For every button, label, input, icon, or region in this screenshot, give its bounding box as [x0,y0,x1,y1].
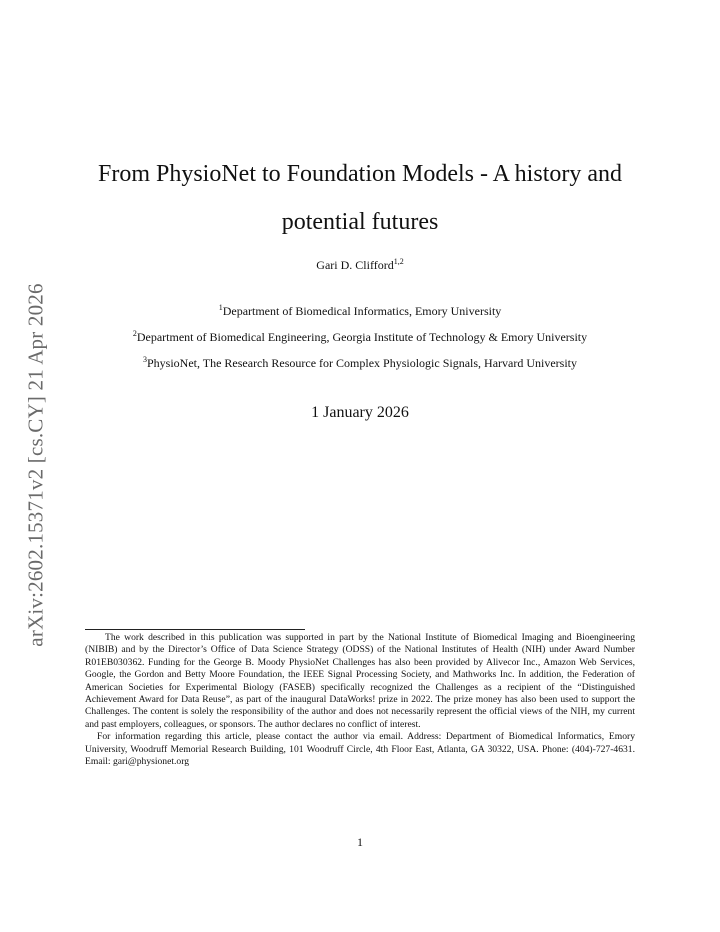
affiliation-text: PhysioNet, The Research Resource for Complex Physiologic Signals, Harvard University [146,356,578,370]
author-line [160,258,560,273]
affiliations [70,298,650,376]
affiliation-2 [70,324,650,350]
arxiv-identifier-stamp: arXiv:2602.15371v2 [cs.CY] 21 Apr 2026 [23,283,48,647]
affiliation-mark: 2 [132,329,137,338]
affiliation-mark: 1 [218,303,223,312]
author-affiliation-marks: 1,2 [393,257,404,266]
affiliation-1 [70,298,650,324]
footnotes [85,632,635,768]
affiliation-3 [70,350,650,376]
contact-footnote: For information regarding this article, please contact the author via email. Address: Department of Biomedical Informatics, Emory University, Woodruff Memorial Research Building, 101 Woodruff Circle, 4th Floor East, Atlanta, GA 30322, USA. Phone: (404)-727-4631. Email: gari@physionet.org [85,731,635,768]
funding-footnote: The work described in this publication was supported in part by the National Institute of Biomedical Imaging and Bioengineering (NIBIB) and by the Director’s Office of Data Science Strategy (ODSS) of the National Institutes of Health (NIH) under Award Number R01EB030362. Funding for the George B. Moody PhysioNet Challenges has also been provided by Alivecor Inc., Amazon Web Services, Google, the Gordon and Betty Moore Foundation, the IEEE Signal Processing Society, and Mathworks Inc. In addition, the Federation of American Societies for Experimental Biology (FASEB) specifically recognized the Challenges as a recipient of the “Distinguished Achievement Award for Data Reuse”, as part of the inaugural DataWorks! prize in 2022. The prize money has also been used to support the Challenges. The content is solely the responsibility of the author and does not necessarily represent the official views of the NIH, my current and past employers, colleagues, or sponsors. The author declares no conflict of interest. [85,632,635,730]
paper-title: From PhysioNet to Foundation Models - A history and potential futures [97,161,622,235]
affiliation-mark: 3 [142,355,147,364]
affiliation-text: Department of Biomedical Informatics, Emory University [222,304,502,318]
affiliation-text: Department of Biomedical Engineering, Georgia Institute of Technology & Emory University [136,330,588,344]
publication-date: 1 January 2026 [311,404,409,421]
page-number: 1 [357,835,363,849]
author-name: Gari D. Clifford [316,258,394,272]
footnote-divider [85,629,305,630]
